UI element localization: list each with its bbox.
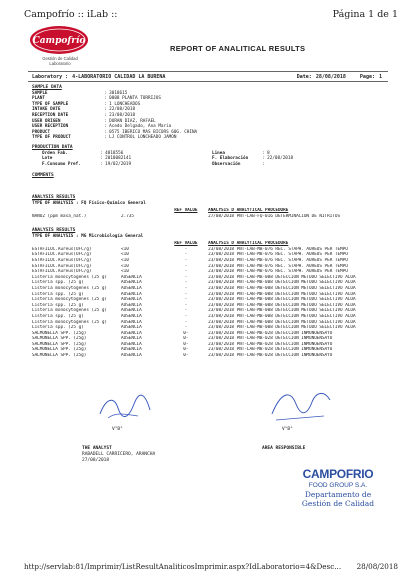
field-row [32,135,382,141]
footer-url: http://servlab:81/Imprimir/ListResultAnaliticosImprimir.aspx?IdLaboratorio=4&Desc... [24,562,342,571]
responsible-signature-icon [266,384,336,428]
logo-subtitle: Gestión de Calidad Laboratorio [42,56,78,66]
field-label: PLANT [32,96,45,102]
comments-title: COMMENTS [32,173,54,178]
table-cell: AUSENCIA [121,308,142,314]
table-cell: Listeria spp. (25 g) [32,280,84,286]
field-value: : DURAN DIAZ, RAFAEL [104,118,156,124]
analysis-fq-header: REF VALUE ANALYSIS D ANALYTICAL PROCEDURE [174,208,289,214]
table-cell: <10 [121,246,129,252]
field-value: : 0575 IBERICO MAS BICORS 60G. CHINA [104,129,198,135]
table-cell: <10 [121,257,129,263]
table-cell: 23/08/2018 PNT-LAB-MB-008 DETECCION METODO SELECTIVO ALOA [208,308,356,314]
table-cell: Listeria spp. (25 g) [32,302,84,308]
table-cell: Listeria monocytogenes (25 g) [32,274,108,280]
table-cell: AUSENCIA [121,319,142,325]
table-cell: 23/08/2018 PNT-LAB-MB-008 DETECCION METODO SELECTIVO ALOA [208,297,356,303]
analysis-fq-rows [32,214,392,220]
field-value: : 3018615 [104,90,128,96]
table-cell: AUSENCIA [121,347,142,353]
table-cell: ESTAFILOC.Aureus(UFC/g) [32,257,92,263]
responsible-label: AREA RESPONSIBLE [262,446,306,451]
analyst-date: 27/08/2018 [82,458,110,463]
production-left [32,151,212,168]
table-cell: AUSENCIA [121,280,142,286]
divider [28,71,388,72]
analysis-mg-section: ANALYSIS RESULTS TYPE OF ANALYSIS : MG Microbiología General REF VALUE ANALYSIS D ANALYTICAL PROCEDURE ESTAFILOC.Aureus(UFC/g) <10 - 23/08/2018 PNT-LAB-MB-076 REC. STAPH. AUREUS PER TEMPO ESTAFILOC.Aureus(UFC/g) <10 - 23/08/2018 PNT-LAB-MB-076 REC. STAPH. AUREUS PER TEMPO ESTAFILOC.Aureus(UFC/g) <10 - 23/08/2018 PNT-LAB-MB-076 REC. STAPH. AUREUS PER TEMPO ESTAFILOC.Aureus(UFC/g) <10 - 23/08/2018 PNT-LAB-MB-076 REC. STAPH. AUREUS PER TEMPO ESTAFILOC.Aureus(UFC/g) <10 - 23/08/2018 PNT-LAB-MB-076 REC. STAPH. AUREUS PER TEMPO Listeria monocytogenes (25 g) AUSENCIA - 23/08/2018 PNT-LAB-MB-008 DETECCION METODO SELECTIVO ALOA Listeria spp. (25 g) AUSENCIA - 23/08/2018 PNT-LAB-MB-008 DETECCION METODO SELECTIVO ALOA Listeria monocytogenes (25 g) AUSENCIA - 23/08/2018 PNT-LAB-MB-008 DETECCION METODO SELECTIVO ALOA Listeria spp. (25 g) AUSENCIA - 23/08/2018 PNT-LAB-MB-008 DETECCION METODO SELECTIVO ALOA Listeria monocytogenes (25 g) AUSENCIA - 23/08/2018 PNT-LAB-MB-008 DETECCION METODO SELECTIVO ALOA Listeria spp. (25 g) AUSENCIA - 23/08/2018 PNT-LAB-MB-008 DETECCION METODO SELECTIVO ALOA Listeria monocytogenes (25 g) AUSENCIA - 23/08/2018 PNT-LAB-MB-008 DETECCION METODO SELECTIVO ALOA Listeria spp. (25 g) AUSENCIA - 23/08/2018 PNT-LAB-MB-008 DETECCION METODO SELECTIVO ALOA Listeria monocytogenes (25 g) AUSENCIA - 23/08/2018 PNT-LAB-MB-008 DETECCION METODO SELECTIVO ALOA Listeria spp. (25 g) AUSENCIA - 23/08/2018 PNT-LAB-MB-008 DETECCION METODO SELECTIVO ALOA SALMONELLA SPP. (25g) AUSENCIA 0- 23/08/2018 PNT-LAB-MB-028 DETECCION INMUNOENSAYO SALMONELLA SPP. (25g) AUSENCIA 0- 23/08/2018 PNT-LAB-MB-028 DETECCION INMUNOENSAYO SALMONELLA SPP. (25g) AUSENCIA 0- 23/08/2018 PNT-LAB-MB-028 DETECCION INMUNOENSAYO SALMONELLA SPP. (25g) AUSENCIA 0- 23/08/2018 PNT-LAB-MB-028 DETECCION INMUNOENSAYO SALMONELLA SPP. (25g) AUSENCIA 0- 23/08/2018 PNT-LAB-MB-028 DETECCION INMUNOENSAYO [32,228,392,359]
table-cell: AUSENCIA [121,274,142,280]
table-cell: 23/08/2018 PNT-LAB-MB-076 REC. STAPH. AUREUS PER TEMPO [208,257,348,263]
table-cell: SALMONELLA SPP. (25g) [32,341,87,347]
sample-data-rows [32,91,382,141]
table-cell: 27/08/2018 PNT-LAB-FQ-016 DETERMINACIÓN DE NITRITOS [208,213,341,219]
vb-left: V°B° [112,427,123,432]
print-header-page: Página 1 de 1 [332,9,398,20]
table-cell: AUSENCIA [121,325,142,331]
field-label: Lote [42,156,53,162]
sample-data-title: SAMPLE DATA [32,85,62,90]
table-cell: AUSENCIA [121,313,142,319]
divider [28,81,388,82]
analysis-fq-type: TYPE OF ANALYSIS : FQ Físico-Químico General [32,200,146,206]
table-cell: Listeria spp. (25 g) [32,291,84,297]
table-cell: 23/08/2018 PNT-LAB-MB-008 DETECCION METODO SELECTIVO ALOA [208,325,356,331]
table-cell: AUSENCIA [121,341,142,347]
table-cell: - [184,285,188,291]
table-cell: 2.735 [121,213,134,219]
field-label: PRODUCT [32,129,51,135]
table-cell: - [184,263,188,269]
table-cell: 23/08/2018 PNT-LAB-MB-076 REC. STAPH. AUREUS PER TEMPO [208,252,348,258]
table-cell: - [184,269,188,275]
table-cell: 23/08/2018 PNT-LAB-MB-076 REC. STAPH. AUREUS PER TEMPO [208,246,348,252]
field-value: : 8 [262,150,270,156]
table-cell: <10 [121,269,129,275]
table-cell: 0- [183,336,189,342]
table-cell: 23/08/2018 PNT-LAB-MB-008 DETECCION METODO SELECTIVO ALOA [208,280,356,286]
table-cell: 23/08/2018 PNT-LAB-MB-008 DETECCION METODO SELECTIVO ALOA [208,274,356,280]
table-cell: 23/08/2018 PNT-LAB-MB-008 DETECCION METODO SELECTIVO ALOA [208,302,356,308]
table-cell: AUSENCIA [121,330,142,336]
field-label: TYPE OF PRODUCT [32,135,71,141]
table-cell: - [184,291,188,297]
production-data-title: PRODUCTION DATA [32,145,73,150]
table-cell: 0- [183,330,189,336]
stamp-brand: CAMPOFRIO [302,467,374,481]
table-cell: Listeria monocytogenes (25 g) [32,319,108,325]
table-cell: ESTAFILOC.Aureus(UFC/g) [32,252,92,258]
field-value: : 2018082141 [100,156,132,162]
table-cell: 23/08/2018 PNT-LAB-MB-008 DETECCION METODO SELECTIVO ALOA [208,291,356,297]
analyst-label: THE ANALYST [82,446,112,451]
comments-section [32,173,54,179]
laboratory-row: Laboratory : 4-LABORATORIO CALIDAD LA BURENA Date: 28/08/2018 Page: 1 [32,74,382,80]
field-label: F.Consumo Pref. [42,161,81,167]
production-right [212,151,382,168]
report-title: REPORT OF ANALITICAL RESULTS [170,44,306,53]
table-cell: - [184,302,188,308]
table-cell: SALMONELLA SPP. (25g) [32,347,87,353]
report-date: 28/08/2018 [315,74,346,80]
table-cell: AUSENCIA [121,336,142,342]
table-cell: 0- [183,347,189,353]
table-cell: 23/08/2018 PNT-LAB-MB-008 DETECCION METODO SELECTIVO ALOA [208,285,356,291]
field-label: INTAKE DATE [32,107,61,113]
table-cell: - [184,280,188,286]
stamp-dept2: Gestión de Calidad [301,499,375,508]
table-row [32,353,392,359]
table-cell: <10 [121,263,129,269]
table-cell: - [184,257,188,263]
table-cell: - [184,246,188,252]
table-cell: <10 [121,252,129,258]
table-cell: 23/08/2018 PNT-LAB-MB-028 DETECCION INMUNOENSAYO [208,341,333,347]
field-label: USER RECEPTION [32,124,69,130]
analyst-signature-icon [94,390,154,426]
table-cell: Listeria monocytogenes (25 g) [32,308,108,314]
table-cell: SALMONELLA SPP. (25g) [32,330,87,336]
stamp-group: FOOD GROUP S.A. [308,482,368,489]
field-value: : 1 LONCHEADOS [104,101,141,107]
table-cell: SALMONELLA SPP. (25g) [32,336,87,342]
table-cell: 0- [183,353,189,359]
field-label: Observación [212,161,241,167]
table-cell: ESTAFILOC.Aureus(UFC/g) [32,246,92,252]
analysis-mg-header: REF VALUE ANALYSIS D ANALYTICAL PROCEDURE [174,241,289,247]
quality-stamp [290,468,386,530]
production-data-section [32,145,382,167]
field-label: USER ORIGEN [32,118,61,124]
table-cell: 23/08/2018 PNT-LAB-MB-028 DETECCION INMUNOENSAYO [208,336,333,342]
analysis-fq-section: ANALYSIS RESULTS TYPE OF ANALYSIS : FQ Físico-Químico General REF VALUE ANALYSIS D ANALYTICAL PROCEDURE NANO2 (ppm masa_nat.) 2.735 27/08/2018 PNT-LAB-FQ-016 DETERMINACIÓN DE NITRITOS [32,195,392,219]
table-cell: 23/08/2018 PNT-LAB-MB-028 DETECCION INMUNOENSAYO [208,353,333,359]
analysis-mg-rows [32,247,392,359]
field-label: F. Elaboración [212,156,249,162]
field-value: : 22/08/2018 [104,107,136,113]
table-cell: Listeria spp. (25 g) [32,325,84,331]
table-cell: ESTAFILOC.Aureus(UFC/g) [32,263,92,269]
table-cell: Listeria spp. (25 g) [32,313,84,319]
vb-right: V°B° [282,427,293,432]
table-cell: AUSENCIA [121,285,142,291]
field-value: : [262,161,265,167]
table-cell: AUSENCIA [121,291,142,297]
table-cell: - [184,274,188,280]
table-cell: Listeria monocytogenes (25 g) [32,297,108,303]
table-cell: 23/08/2018 PNT-LAB-MB-076 REC. STAPH. AUREUS PER TEMPO [208,263,348,269]
table-cell: NANO2 (ppm masa_nat.) [32,213,87,219]
laboratory-name: 4-LABORATORIO CALIDAD LA BURENA [72,74,166,80]
table-cell: - [184,325,188,331]
page-number: 1 [378,74,382,80]
field-value: : 0808 PLANTA TORRIJOS [104,96,161,102]
table-row [32,214,392,220]
table-cell: Listeria monocytogenes (25 g) [32,285,108,291]
table-cell: - [184,319,188,325]
table-cell: AUSENCIA [121,353,142,359]
field-row [212,162,382,168]
stamp-dept1: Departamento de [304,490,372,499]
field-label: Orden Fab. [42,150,68,156]
sample-data-section [32,85,382,141]
table-cell: AUSENCIA [121,302,142,308]
table-cell: AUSENCIA [121,297,142,303]
campofrio-logo-icon [28,24,90,56]
table-cell: 23/08/2018 PNT-LAB-MB-008 DETECCION METODO SELECTIVO ALOA [208,319,356,325]
field-value: : 4818556 [100,150,124,156]
field-value: : 19/02/2019 [100,161,132,167]
table-cell: ESTAFILOC.Aureus(UFC/g) [32,269,92,275]
field-value: : Acedo Delgado, Ana Maria [104,124,172,130]
table-cell: - [184,308,188,314]
field-value: : 23/08/2018 [104,112,136,118]
table-cell: SALMONELLA SPP. (25g) [32,353,87,359]
table-cell: 23/08/2018 PNT-LAB-MB-008 DETECCION METODO SELECTIVO ALOA [208,313,356,319]
field-row [42,162,212,168]
analysis-mg-type: TYPE OF ANALYSIS : MG Microbiología General [32,233,144,239]
field-value: : LJ CONTROL LONCHEADO JAMON [104,135,177,141]
table-cell: 23/08/2018 PNT-LAB-MB-028 DETECCION INMUNOENSAYO [208,330,333,336]
footer-date: 28/08/2018 [356,562,398,571]
field-label: SAMPLE [32,90,48,96]
field-label: Linea [212,150,225,156]
table-cell [164,214,209,220]
table-cell: 23/08/2018 PNT-LAB-MB-028 DETECCION INMUNOENSAYO [208,347,333,353]
table-cell: - [184,297,188,303]
table-cell: - [184,313,188,319]
svg-text:Campofrío: Campofrío [32,36,86,46]
field-label: TYPE OF SAMPLE [32,101,69,107]
table-cell: 23/08/2018 PNT-LAB-MB-076 REC. STAPH. AUREUS PER TEMPO [208,269,348,275]
analyst-name: RABADELL CARRICERO, ARANCHA [82,452,156,457]
table-cell: 0- [183,341,189,347]
field-label: RECEPTION DATE [32,112,69,118]
field-value: : 22/08/2018 [262,156,294,162]
print-header-title: Campofrío :: iLab :: [24,9,118,20]
table-cell: - [184,252,188,258]
